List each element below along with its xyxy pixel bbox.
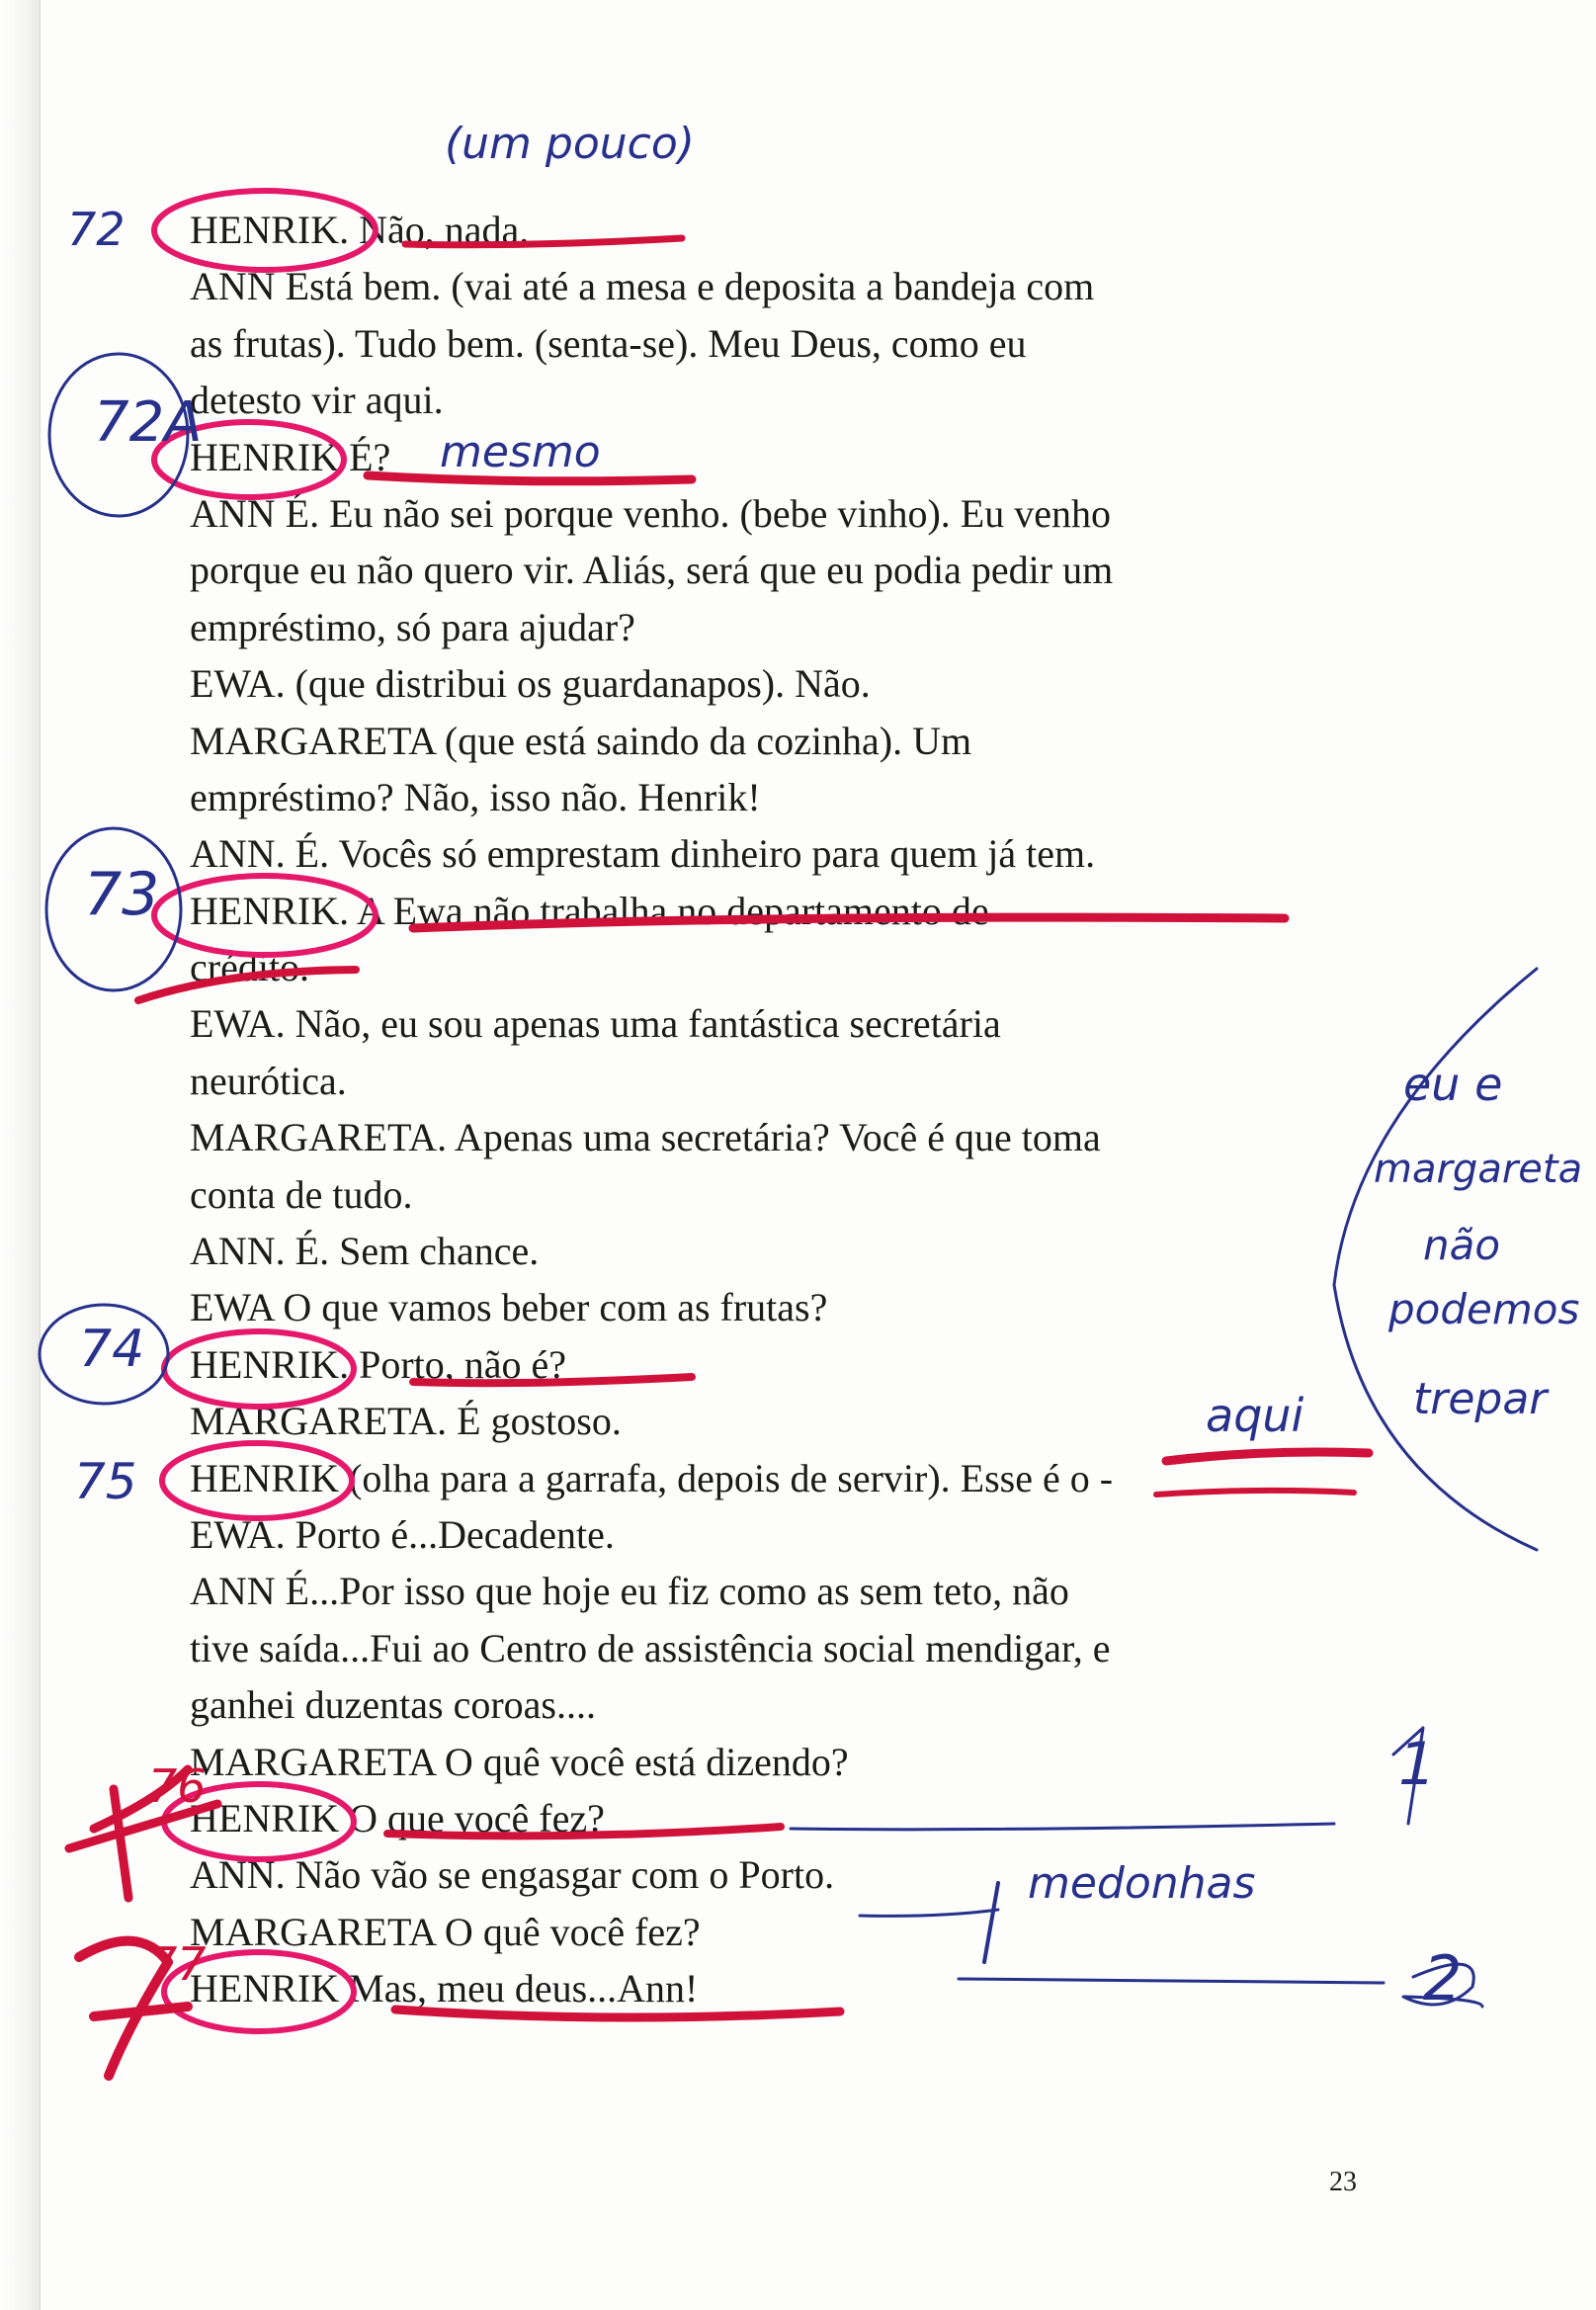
note-mesmo: mesmo (440, 427, 601, 477)
script-line: empréstimo? Não, isso não. Henrik! (190, 774, 761, 819)
script-line: MARGARETA (que está saindo da cozinha). Um (190, 718, 972, 763)
margin-note-line: podemos (1388, 1285, 1580, 1333)
script-line: ANN. É. Vocês só emprestam dinheiro para quem já tem. (190, 831, 1096, 877)
script-line: MARGARETA. Apenas uma secretária? Você é que toma (190, 1115, 1101, 1160)
script-line: ganhei duzentas coroas.... (190, 1682, 596, 1728)
margin-note-line: não (1423, 1221, 1501, 1269)
script-line: ANN É. Eu não sei porque venho. (bebe vinho). Eu venho (190, 490, 1111, 536)
note-aqui: aqui (1206, 1389, 1304, 1442)
margin-note-line: margareta (1374, 1147, 1583, 1192)
cue-mark-77 (79, 1941, 188, 2076)
cue-number: 72 (67, 203, 126, 256)
script-line: HENRIK. Porto, não é? (190, 1341, 567, 1387)
script-line: EWA. Porto é...Decadente. (190, 1511, 615, 1557)
script-line: tive saída...Fui ao Centro de assistência social mendigar, e (190, 1625, 1111, 1670)
cue-number: 77 (148, 1937, 207, 1991)
cue-number: 72A (94, 390, 203, 455)
script-line: ANN. É. Sem chance. (190, 1229, 540, 1274)
script-line: HENRIK O que você fez? (190, 1795, 605, 1840)
script-line: HENRIK. Não, nada. (190, 208, 530, 252)
script-line: MARGARETA. É gostoso. (190, 1399, 622, 1444)
script-line: detesto vir aqui. (190, 378, 444, 423)
script-text (190, 202, 1415, 2017)
script-line: HENRIK (olha para a garrafa, depois de servir). Esse é o - (190, 1455, 1114, 1500)
script-line: ANN É...Por isso que hoje eu fiz como as sem teto, não (190, 1569, 1069, 1614)
script-line: EWA O que vamos beber com as frutas? (190, 1285, 828, 1330)
script-line: crédito. (190, 945, 310, 990)
margin-note-line: eu e (1403, 1058, 1503, 1111)
cue-number: 75 (74, 1453, 137, 1510)
cue-number: 74 (79, 1320, 145, 1379)
script-line: as frutas). Tudo bem. (senta-se). Meu Deus, como eu (190, 320, 1027, 366)
script-line: HENRIK É? (190, 434, 391, 479)
cue-circle (46, 828, 181, 990)
script-line: ANN. Não vão se engasgar com o Porto. (190, 1852, 835, 1898)
script-line: MARGARETA O quê você fez? (190, 1909, 701, 1954)
script-line: EWA. (que distribui os guardanapos). Não. (190, 661, 871, 707)
cue-circle (40, 1305, 168, 1404)
script-line: MARGARETA O quê você está dizendo? (190, 1739, 849, 1784)
note-um-pouco: (um pouco) (445, 119, 695, 169)
script-line: conta de tudo. (190, 1171, 413, 1217)
script-line: empréstimo, só para ajudar? (190, 604, 635, 649)
script-line: porque eu não quero vir. Aliás, será que eu podia pedir um (190, 548, 1114, 593)
note-mark-2: 2 (1423, 1942, 1463, 2014)
cue-number: 76 (148, 1759, 207, 1813)
note-mark-1: 1 (1398, 1730, 1437, 1799)
script-line: HENRIK. A Ewa não trabalha no departamento de (190, 888, 989, 933)
page-number: 23 (1329, 2167, 1357, 2197)
script-line: HENRIK Mas, meu deus...Ann! (190, 1966, 699, 2011)
margin-note-line: trepar (1413, 1374, 1548, 1424)
page-edge (0, 0, 41, 2310)
script-line: ANN Está bem. (vai até a mesa e deposita a bandeja com (190, 264, 1095, 309)
script-line: EWA. Não, eu sou apenas uma fantástica secretária (190, 1001, 1001, 1047)
cue-number: 73 (84, 860, 160, 929)
note-medonhas: medonhas (1028, 1858, 1256, 1909)
cue-circle (49, 354, 188, 516)
pen-loop (1403, 1964, 1482, 2007)
script-line: neurótica. (190, 1058, 347, 1103)
